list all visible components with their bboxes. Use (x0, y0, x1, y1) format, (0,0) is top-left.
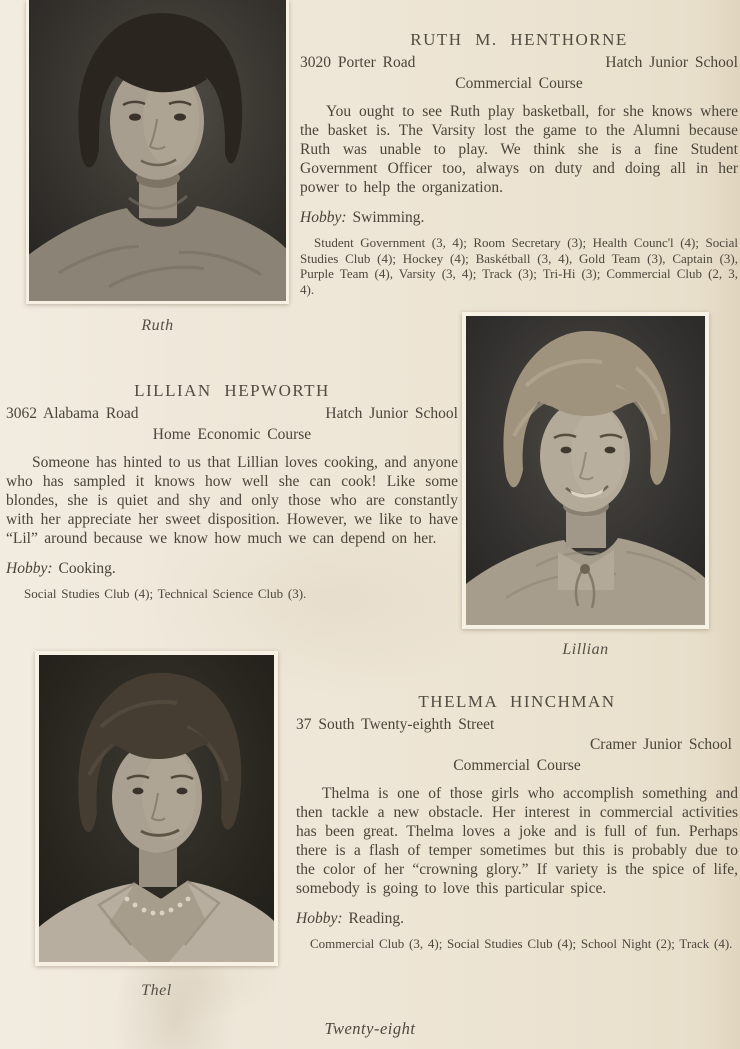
hobby-value: Reading. (348, 910, 405, 927)
student-hobby (6, 560, 458, 578)
student-course: Home Economic Course (152, 426, 312, 443)
student-name: THELMA HINCHMAN (418, 692, 616, 711)
student-school: Hatch Junior School (605, 54, 738, 71)
hobby-label: Hobby: (296, 910, 343, 927)
student-entry-thelma (296, 692, 738, 952)
portrait-photo-ruth (26, 0, 289, 304)
student-course: Commercial Course (455, 75, 583, 92)
student-bio: Someone has hinted to us that Lillian loves cooking, and anyone who has sampled it knows how well she can cook! Like some blondes, she is quiet and shy and only those who are constantly with her appreciate her sweet disposition. However, we like to have “Lil” around because we know how much we can depend on her. (6, 454, 458, 547)
student-address: 3020 Porter Road (300, 54, 416, 71)
photo-caption-ruth: Ruth (141, 317, 174, 334)
student-bio: You ought to see Ruth play basketball, for she knows where the basket is. The Varsity lost the game to the Alumni because Ruth was unable to play. We think she is a fine Student Government Officer too, always on duty and doing all in her power to help the organization. (300, 103, 738, 196)
hobby-value: Cooking. (58, 560, 116, 577)
photo-caption-lillian: Lillian (562, 641, 609, 658)
student-school: Hatch Junior School (325, 405, 458, 422)
student-name: LILLIAN HEPWORTH (134, 381, 330, 400)
student-address: 37 South Twenty-eighth Street (296, 716, 495, 733)
student-course: Commercial Course (453, 757, 581, 774)
student-activities: Student Government (3, 4); Room Secretary (3); Health Counc'l (4); Social Studies Club (4); Hockey (4); Baskétball (3, 4), Gold Team (3), Captain (3), Purple Team (4), Varsity (3, 4); Track (3); Tri-Hi (3); Commercial Club (2, 3, 4). (300, 235, 738, 297)
portrait-illustration-lillian (466, 316, 705, 625)
hobby-label: Hobby: (6, 560, 53, 577)
student-activities: Social Studies Club (4); Technical Science Club (3). (24, 586, 307, 601)
student-hobby (300, 209, 738, 227)
student-bio: Thelma is one of those girls who accomplish something and then tackle a new obstacle. Her interest in commercial activities has been great. Thelma loves a joke and is full of fun. Perhaps there is a flash of temper sometimes but this is probably due to the color of her “crowning glory.” If variety is the spice of life, somebody is going to love this particular spice. (296, 785, 738, 897)
photo-caption-thelma: Thel (141, 982, 172, 999)
portrait-illustration-thelma (39, 655, 274, 962)
student-entry-ruth (300, 30, 738, 297)
hobby-value: Swimming. (352, 209, 425, 226)
portrait-illustration-ruth (29, 0, 286, 301)
portrait-photo-lillian (462, 312, 709, 629)
hobby-label: Hobby: (300, 209, 347, 226)
student-name: RUTH M. HENTHORNE (410, 30, 628, 49)
student-school: Cramer Junior School (589, 736, 732, 753)
student-address: 3062 Alabama Road (6, 405, 139, 422)
student-entry-lillian (6, 381, 458, 602)
student-activities: Commercial Club (3, 4); Social Studies Club (4); School Night (2); Track (4). (310, 936, 733, 951)
page-number-label: Twenty-eight (324, 1019, 416, 1038)
portrait-photo-thelma (35, 651, 278, 966)
student-hobby (296, 910, 738, 928)
